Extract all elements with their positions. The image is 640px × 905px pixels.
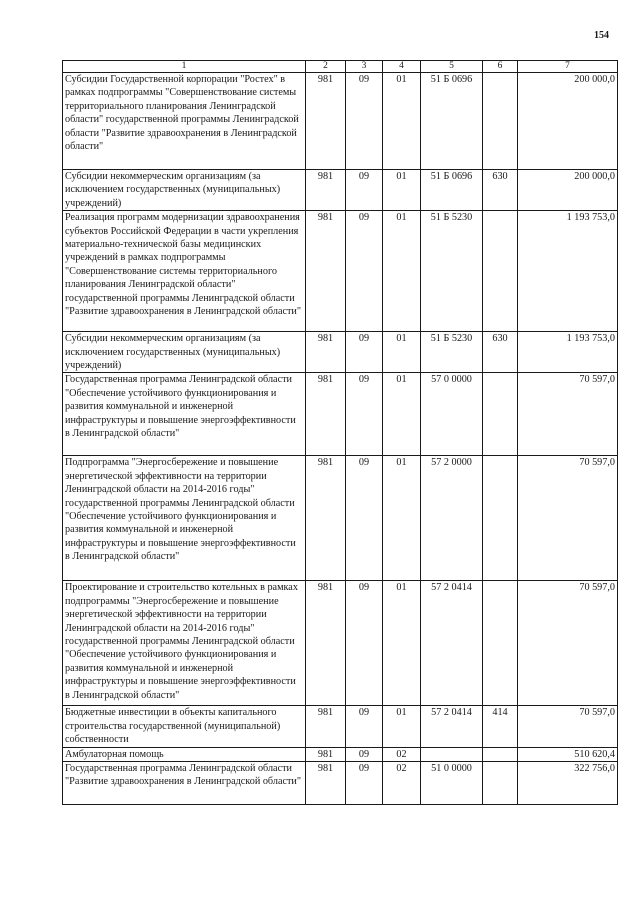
cell-code-5: 57 2 0000: [421, 456, 483, 581]
column-header-4: 4: [383, 61, 421, 73]
cell-code-4: 02: [383, 762, 421, 805]
row-description: Субсидии некоммерческим организациям (за исключением государственных (муниципальных) учреждений): [63, 332, 306, 373]
cell-code-2: 981: [306, 332, 346, 373]
table-header-row: [63, 61, 618, 73]
cell-code-3: 09: [346, 706, 383, 747]
column-header-7: 7: [518, 61, 618, 73]
cell-code-3: 09: [346, 762, 383, 805]
cell-code-5: 51 Б 0696: [421, 73, 483, 170]
table-row: [63, 706, 618, 747]
cell-amount: 70 597,0: [518, 373, 618, 456]
cell-code-2: 981: [306, 456, 346, 581]
table-row: [63, 747, 618, 761]
cell-amount: 322 756,0: [518, 762, 618, 805]
table-row: [63, 581, 618, 706]
cell-code-3: 09: [346, 170, 383, 211]
cell-code-5: 51 Б 5230: [421, 211, 483, 332]
cell-code-2: 981: [306, 211, 346, 332]
cell-code-2: 981: [306, 706, 346, 747]
table-row: [63, 170, 618, 211]
cell-code-2: 981: [306, 170, 346, 211]
cell-amount: 200 000,0: [518, 170, 618, 211]
cell-code-4: 01: [383, 373, 421, 456]
cell-amount: 70 597,0: [518, 706, 618, 747]
cell-code-3: 09: [346, 747, 383, 761]
table-row: [63, 73, 618, 170]
cell-code-6: 630: [483, 170, 518, 211]
cell-amount: 200 000,0: [518, 73, 618, 170]
cell-code-6: [483, 747, 518, 761]
cell-code-6: 414: [483, 706, 518, 747]
row-description: Амбулаторная помощь: [63, 747, 306, 761]
cell-amount: 1 193 753,0: [518, 332, 618, 373]
cell-amount: 510 620,4: [518, 747, 618, 761]
cell-code-4: 01: [383, 170, 421, 211]
cell-code-2: 981: [306, 373, 346, 456]
column-header-2: 2: [306, 61, 346, 73]
cell-code-6: [483, 373, 518, 456]
row-description: Субсидии некоммерческим организациям (за исключением государственных (муниципальных) учреждений): [63, 170, 306, 211]
column-header-3: 3: [346, 61, 383, 73]
cell-code-5: 51 Б 0696: [421, 170, 483, 211]
budget-table: [62, 60, 618, 805]
cell-code-3: 09: [346, 373, 383, 456]
cell-code-5: 57 2 0414: [421, 706, 483, 747]
column-header-1: 1: [63, 61, 306, 73]
row-description: Реализация программ модернизации здравоохранения субъектов Российской Федерации в части укрепления материально-технической базы медицинских учреждений в рамках подпрограммы "Совершенствование системы территориального планирования Ленинградской области" государственной программы Ленинградской области "Развитие здравоохранения в Ленинградской области": [63, 211, 306, 332]
cell-code-5: 57 2 0414: [421, 581, 483, 706]
cell-code-6: [483, 762, 518, 805]
table-row: [63, 762, 618, 805]
cell-code-6: 630: [483, 332, 518, 373]
cell-code-2: 981: [306, 762, 346, 805]
cell-code-4: 02: [383, 747, 421, 761]
table-row: [63, 332, 618, 373]
cell-code-3: 09: [346, 456, 383, 581]
page-number: 154: [594, 30, 609, 41]
cell-amount: 70 597,0: [518, 456, 618, 581]
cell-code-5: [421, 747, 483, 761]
row-description: Субсидии Государственной корпорации "Ростех" в рамках подпрограммы "Совершенствование системы территориального планирования Ленинградской области" государственной программы Ленинградской области "Развитие здравоохранения в Ленинградской области": [63, 73, 306, 170]
column-header-5: 5: [421, 61, 483, 73]
cell-code-3: 09: [346, 581, 383, 706]
row-description: Государственная программа Ленинградской области "Обеспечение устойчивого функционирования и развития коммунальной и инженерной инфраструктуры и повышение энергоэффективности в Ленинградской области": [63, 373, 306, 456]
cell-code-4: 01: [383, 73, 421, 170]
cell-code-2: 981: [306, 747, 346, 761]
cell-code-2: 981: [306, 73, 346, 170]
cell-amount: 70 597,0: [518, 581, 618, 706]
cell-code-6: [483, 73, 518, 170]
cell-code-4: 01: [383, 581, 421, 706]
table-row: [63, 456, 618, 581]
row-description: Проектирование и строительство котельных в рамках подпрограммы "Энергосбережение и повышение энергетической эффективности на территории Ленинградской области на 2014-2016 годы" государственной программы Ленинградской области "Обеспечение устойчивого функционирования и развития коммунальной и инженерной инфраструктуры и повышение энергоэффективности в Ленинградской области": [63, 581, 306, 706]
cell-code-4: 01: [383, 211, 421, 332]
row-description: Государственная программа Ленинградской области "Развитие здравоохранения в Ленинградской области": [63, 762, 306, 805]
cell-code-5: 51 0 0000: [421, 762, 483, 805]
cell-code-6: [483, 581, 518, 706]
cell-code-5: 57 0 0000: [421, 373, 483, 456]
cell-code-2: 981: [306, 581, 346, 706]
table-row: [63, 373, 618, 456]
cell-code-3: 09: [346, 211, 383, 332]
cell-amount: 1 193 753,0: [518, 211, 618, 332]
cell-code-4: 01: [383, 456, 421, 581]
cell-code-3: 09: [346, 332, 383, 373]
cell-code-6: [483, 211, 518, 332]
row-description: Бюджетные инвестиции в объекты капитального строительства государственной (муниципальной) собственности: [63, 706, 306, 747]
cell-code-6: [483, 456, 518, 581]
cell-code-4: 01: [383, 706, 421, 747]
row-description: Подпрограмма "Энергосбережение и повышение энергетической эффективности на территории Ленинградской области на 2014-2016 годы" государственной программы Ленинградской области "Обеспечение устойчивого функционирования и развития коммунальной и инженерной инфраструктуры и повышение энергоэффективности в Ленинградской области": [63, 456, 306, 581]
column-header-6: 6: [483, 61, 518, 73]
cell-code-5: 51 Б 5230: [421, 332, 483, 373]
cell-code-4: 01: [383, 332, 421, 373]
cell-code-3: 09: [346, 73, 383, 170]
table-row: [63, 211, 618, 332]
